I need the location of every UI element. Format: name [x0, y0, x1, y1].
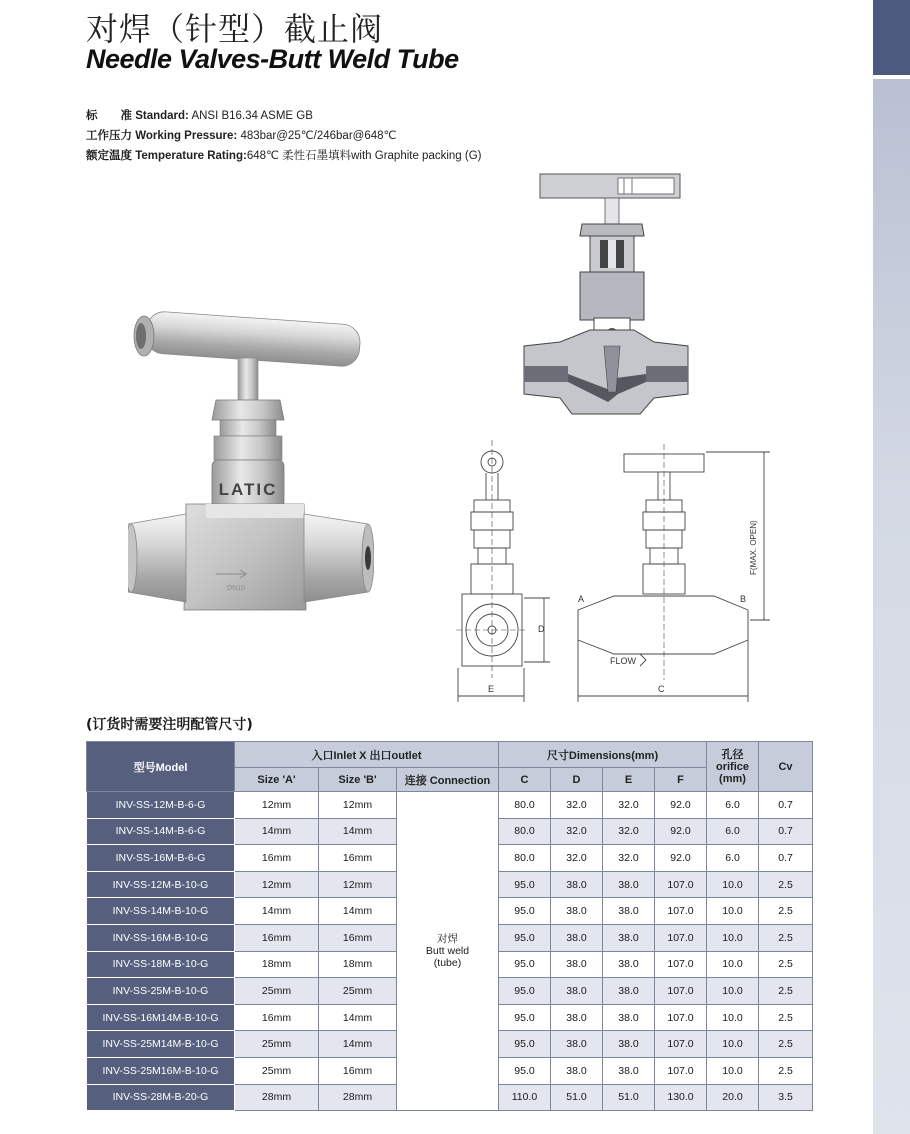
cell-e: 38.0 [603, 978, 655, 1005]
cell-a: 14mm [235, 818, 319, 845]
cell-e: 32.0 [603, 792, 655, 819]
cell-b: 12mm [319, 792, 397, 819]
cell-d: 38.0 [551, 951, 603, 978]
cell-model: INV-SS-14M-B-10-G [87, 898, 235, 925]
table-row [87, 792, 813, 819]
header-connection: 连接 Connection [397, 768, 499, 792]
cell-d: 32.0 [551, 845, 603, 872]
header-orifice-unit: (mm) [719, 772, 746, 785]
spec-temperature-label-en: Temperature Rating: [135, 150, 247, 162]
spec-standard-value: ANSI B16.34 ASME GB [191, 110, 313, 122]
cell-connection [397, 792, 499, 1111]
cell-orifice: 20.0 [707, 1084, 759, 1111]
cell-cv: 0.7 [759, 818, 813, 845]
cell-c: 80.0 [499, 845, 551, 872]
cell-b: 14mm [319, 818, 397, 845]
dim-label-c: C [658, 684, 665, 694]
cell-b: 14mm [319, 1031, 397, 1058]
cell-cv: 2.5 [759, 951, 813, 978]
cell-a: 12mm [235, 871, 319, 898]
spec-standard-label-en: Standard: [135, 110, 189, 122]
cell-orifice: 10.0 [707, 1004, 759, 1031]
cell-a: 14mm [235, 898, 319, 925]
valve-dimension-drawings [454, 440, 774, 702]
cell-b: 18mm [319, 951, 397, 978]
cell-c: 80.0 [499, 792, 551, 819]
connection-text-en1: Butt weld [425, 945, 470, 958]
cell-model: INV-SS-16M-B-10-G [87, 924, 235, 951]
cell-f: 92.0 [655, 845, 707, 872]
cell-c: 95.0 [499, 1057, 551, 1084]
header-f: F [655, 768, 707, 792]
cell-orifice: 6.0 [707, 818, 759, 845]
cell-c: 95.0 [499, 924, 551, 951]
spec-pressure-label-en: Working Pressure: [135, 130, 238, 142]
cell-e: 38.0 [603, 871, 655, 898]
spec-temperature-label-cn: 额定温度 [86, 150, 132, 162]
cell-model: INV-SS-12M-B-10-G [87, 871, 235, 898]
cell-f: 107.0 [655, 951, 707, 978]
cell-model: INV-SS-25M14M-B-10-G [87, 1031, 235, 1058]
cell-model: INV-SS-18M-B-10-G [87, 951, 235, 978]
cell-a: 16mm [235, 924, 319, 951]
cell-d: 38.0 [551, 924, 603, 951]
spec-list [86, 106, 482, 166]
cell-model: INV-SS-12M-B-6-G [87, 792, 235, 819]
brand-mark: LATIC [218, 480, 278, 499]
cell-c: 80.0 [499, 818, 551, 845]
cell-d: 32.0 [551, 792, 603, 819]
cell-orifice: 10.0 [707, 924, 759, 951]
cell-c: 95.0 [499, 898, 551, 925]
cell-b: 28mm [319, 1084, 397, 1111]
cell-f: 107.0 [655, 924, 707, 951]
spec-standard [86, 106, 482, 126]
header-size-a: Size 'A' [235, 768, 319, 792]
cell-a: 25mm [235, 1031, 319, 1058]
cell-b: 25mm [319, 978, 397, 1005]
header-dimensions: 尺寸Dimensions(mm) [499, 742, 707, 768]
cell-f: 107.0 [655, 1031, 707, 1058]
cell-b: 14mm [319, 1004, 397, 1031]
cell-cv: 2.5 [759, 898, 813, 925]
header-orifice-en: orifice [715, 760, 749, 773]
cell-a: 18mm [235, 951, 319, 978]
cell-a: 16mm [235, 845, 319, 872]
sidebar-accent-top [873, 0, 910, 75]
spec-pressure-label-cn: 工作压力 [86, 130, 132, 142]
cell-cv: 2.5 [759, 924, 813, 951]
cell-model: INV-SS-28M-B-20-G [87, 1084, 235, 1111]
spec-pressure-value: 483bar@25℃/246bar@648℃ [240, 130, 397, 142]
spec-table [86, 741, 813, 1111]
cell-c: 95.0 [499, 951, 551, 978]
cell-c: 95.0 [499, 871, 551, 898]
sidebar-accent-bottom [873, 79, 910, 1134]
cell-d: 32.0 [551, 818, 603, 845]
cell-e: 32.0 [603, 845, 655, 872]
cell-b: 16mm [319, 845, 397, 872]
header-size-b: Size 'B' [319, 768, 397, 792]
cell-e: 51.0 [603, 1084, 655, 1111]
order-note: (订货时需要注明配管尺寸) [86, 717, 253, 733]
spec-standard-label-cn: 标 准 [86, 110, 132, 122]
cell-d: 38.0 [551, 1057, 603, 1084]
cell-f: 92.0 [655, 792, 707, 819]
cell-b: 14mm [319, 898, 397, 925]
dim-label-e: E [488, 684, 495, 694]
page-title-cn: 对焊（针型）截止阀 [86, 10, 384, 48]
cell-a: 16mm [235, 1004, 319, 1031]
cell-e: 32.0 [603, 818, 655, 845]
header-e: E [603, 768, 655, 792]
cell-d: 38.0 [551, 1031, 603, 1058]
cell-model: INV-SS-25M-B-10-G [87, 978, 235, 1005]
spec-table-body [87, 792, 813, 1111]
cell-a: 28mm [235, 1084, 319, 1111]
cell-cv: 2.5 [759, 1057, 813, 1084]
header-inlet-outlet: 入口Inlet X 出口outlet [235, 742, 499, 768]
cell-f: 107.0 [655, 1004, 707, 1031]
cell-cv: 2.5 [759, 1031, 813, 1058]
cell-b: 16mm [319, 924, 397, 951]
cell-c: 95.0 [499, 1004, 551, 1031]
dim-label-d: D [538, 624, 545, 634]
cell-orifice: 10.0 [707, 978, 759, 1005]
cell-cv: 3.5 [759, 1084, 813, 1111]
valve-product-photo [128, 308, 374, 614]
cell-f: 107.0 [655, 1057, 707, 1084]
header-d: D [551, 768, 603, 792]
page-title-en: Needle Valves-Butt Weld Tube [86, 44, 459, 74]
cell-orifice: 6.0 [707, 845, 759, 872]
cell-model: INV-SS-14M-B-6-G [87, 818, 235, 845]
body-marking: DN10 [227, 585, 245, 592]
cell-orifice: 10.0 [707, 871, 759, 898]
cell-cv: 2.5 [759, 978, 813, 1005]
cell-orifice: 10.0 [707, 1031, 759, 1058]
dim-label-f: F(MAX. OPEN) [749, 520, 758, 575]
header-model: 型号Model [87, 742, 235, 792]
dim-label-b: B [740, 594, 747, 604]
cell-d: 38.0 [551, 898, 603, 925]
cell-b: 12mm [319, 871, 397, 898]
connection-text-en2: (tube) [433, 957, 462, 970]
spec-pressure [86, 126, 482, 146]
cell-b: 16mm [319, 1057, 397, 1084]
flow-label: FLOW [610, 656, 636, 666]
header-cv: Cv [759, 742, 813, 792]
cell-d: 38.0 [551, 1004, 603, 1031]
cell-orifice: 6.0 [707, 792, 759, 819]
cell-f: 107.0 [655, 871, 707, 898]
cell-model: INV-SS-25M16M-B-10-G [87, 1057, 235, 1084]
cell-c: 95.0 [499, 978, 551, 1005]
header-c: C [499, 768, 551, 792]
cell-e: 38.0 [603, 898, 655, 925]
cell-cv: 0.7 [759, 792, 813, 819]
cell-e: 38.0 [603, 1004, 655, 1031]
cell-model: INV-SS-16M14M-B-10-G [87, 1004, 235, 1031]
header-orifice-cn: 孔径 [721, 748, 744, 761]
cell-cv: 2.5 [759, 1004, 813, 1031]
dim-label-a: A [578, 594, 585, 604]
cell-cv: 2.5 [759, 871, 813, 898]
valve-cross-section-drawing [520, 170, 690, 416]
cell-f: 92.0 [655, 818, 707, 845]
cell-d: 51.0 [551, 1084, 603, 1111]
cell-d: 38.0 [551, 871, 603, 898]
cell-a: 25mm [235, 978, 319, 1005]
header-orifice [707, 742, 759, 792]
cell-f: 130.0 [655, 1084, 707, 1111]
cell-c: 110.0 [499, 1084, 551, 1111]
cell-e: 38.0 [603, 924, 655, 951]
cell-a: 25mm [235, 1057, 319, 1084]
cell-c: 95.0 [499, 1031, 551, 1058]
cell-d: 38.0 [551, 978, 603, 1005]
cell-model: INV-SS-16M-B-6-G [87, 845, 235, 872]
cell-orifice: 10.0 [707, 951, 759, 978]
cell-orifice: 10.0 [707, 898, 759, 925]
cell-e: 38.0 [603, 951, 655, 978]
cell-orifice: 10.0 [707, 1057, 759, 1084]
spec-temperature-value: 648℃ 柔性石墨填料with Graphite packing (G) [246, 150, 482, 162]
cell-a: 12mm [235, 792, 319, 819]
cell-f: 107.0 [655, 978, 707, 1005]
cell-e: 38.0 [603, 1031, 655, 1058]
cell-cv: 0.7 [759, 845, 813, 872]
cell-f: 107.0 [655, 898, 707, 925]
cell-e: 38.0 [603, 1057, 655, 1084]
spec-temperature [86, 146, 482, 166]
connection-text-cn: 对焊 [437, 933, 458, 946]
